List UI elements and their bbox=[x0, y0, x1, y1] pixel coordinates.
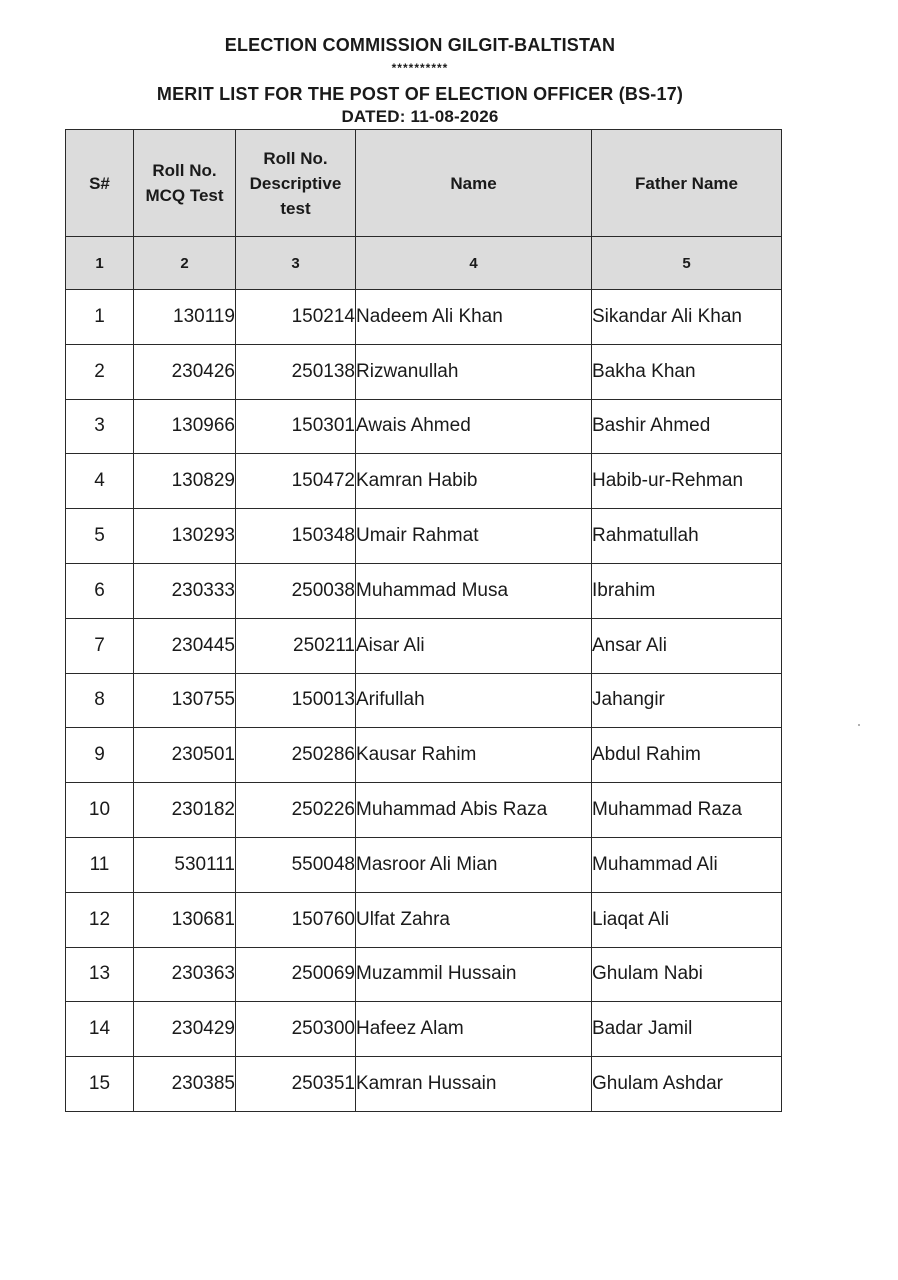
serial-number-cell: 5 bbox=[66, 509, 134, 564]
roll-descriptive-cell: 250038 bbox=[236, 563, 356, 618]
father-name-cell: Ghulam Nabi bbox=[592, 947, 782, 1002]
father-name-cell: Badar Jamil bbox=[592, 1002, 782, 1057]
roll-mcq-cell: 530111 bbox=[134, 837, 236, 892]
header-name: Name bbox=[356, 130, 592, 237]
father-name-cell: Bashir Ahmed bbox=[592, 399, 782, 454]
header-roll-descriptive bbox=[236, 130, 356, 237]
roll-descriptive-cell: 250138 bbox=[236, 344, 356, 399]
roll-mcq-cell: 130829 bbox=[134, 454, 236, 509]
candidate-name-cell: Kamran Habib bbox=[356, 454, 592, 509]
serial-number-cell: 14 bbox=[66, 1002, 134, 1057]
table-row bbox=[66, 344, 782, 399]
roll-mcq-cell: 130119 bbox=[134, 290, 236, 345]
table-row bbox=[66, 837, 782, 892]
header-title: ELECTION COMMISSION GILGIT-BALTISTAN bbox=[224, 35, 616, 55]
candidate-name-cell: Nadeem Ali Khan bbox=[356, 290, 592, 345]
father-name-cell: Muhammad Ali bbox=[592, 837, 782, 892]
candidate-name-cell: Aisar Ali bbox=[356, 618, 592, 673]
father-name-cell: Liaqat Ali bbox=[592, 892, 782, 947]
roll-mcq-cell: 130755 bbox=[134, 673, 236, 728]
candidate-name-cell: Masroor Ali Mian bbox=[356, 837, 592, 892]
candidate-name-cell: Muhammad Musa bbox=[356, 563, 592, 618]
roll-mcq-cell: 230426 bbox=[134, 344, 236, 399]
table-row bbox=[66, 673, 782, 728]
table-row bbox=[66, 618, 782, 673]
roll-mcq-cell: 230182 bbox=[134, 783, 236, 838]
serial-number-cell: 8 bbox=[66, 673, 134, 728]
roll-mcq-cell: 230445 bbox=[134, 618, 236, 673]
table-row bbox=[66, 947, 782, 1002]
father-name-cell: Ibrahim bbox=[592, 563, 782, 618]
serial-number-cell: 4 bbox=[66, 454, 134, 509]
header-roll-desc-line1: Roll No. bbox=[263, 148, 328, 168]
serial-number-cell: 15 bbox=[66, 1057, 134, 1112]
header-roll-desc-line3: test bbox=[280, 198, 311, 218]
header-serial: S# bbox=[66, 130, 134, 237]
header-roll-desc-line2: Descriptive bbox=[249, 173, 342, 193]
header-date: DATED: 11-08-2026 bbox=[341, 107, 499, 126]
table-row bbox=[66, 1057, 782, 1112]
header-roll-mcq-line1: Roll No. bbox=[152, 161, 217, 180]
roll-descriptive-cell: 250300 bbox=[236, 1002, 356, 1057]
column-number: 4 bbox=[356, 237, 592, 290]
serial-number-cell: 1 bbox=[66, 290, 134, 345]
header-father-name: Father Name bbox=[592, 130, 782, 237]
header-roll-mcq bbox=[134, 130, 236, 237]
father-name-cell: Bakha Khan bbox=[592, 344, 782, 399]
serial-number-cell: 11 bbox=[66, 837, 134, 892]
roll-mcq-cell: 230429 bbox=[134, 1002, 236, 1057]
serial-number-cell: 3 bbox=[66, 399, 134, 454]
roll-descriptive-cell: 150472 bbox=[236, 454, 356, 509]
column-number: 3 bbox=[236, 237, 356, 290]
father-name-cell: Sikandar Ali Khan bbox=[592, 290, 782, 345]
serial-number-cell: 9 bbox=[66, 728, 134, 783]
roll-descriptive-cell: 150348 bbox=[236, 509, 356, 564]
father-name-cell: Jahangir bbox=[592, 673, 782, 728]
scan-speck bbox=[858, 724, 860, 726]
column-number-row bbox=[66, 237, 782, 290]
candidate-name-cell: Kausar Rahim bbox=[356, 728, 592, 783]
header-subtitle: MERIT LIST FOR THE POST OF ELECTION OFFICER (BS-17) bbox=[156, 84, 684, 104]
table-row bbox=[66, 399, 782, 454]
table-row bbox=[66, 783, 782, 838]
column-number: 2 bbox=[134, 237, 236, 290]
roll-descriptive-cell: 150760 bbox=[236, 892, 356, 947]
column-number: 5 bbox=[592, 237, 782, 290]
table-row bbox=[66, 454, 782, 509]
candidate-name-cell: Awais Ahmed bbox=[356, 399, 592, 454]
father-name-cell: Muhammad Raza bbox=[592, 783, 782, 838]
roll-descriptive-cell: 250211 bbox=[236, 618, 356, 673]
candidate-name-cell: Hafeez Alam bbox=[356, 1002, 592, 1057]
candidate-name-cell: Muhammad Abis Raza bbox=[356, 783, 592, 838]
father-name-cell: Habib-ur-Rehman bbox=[592, 454, 782, 509]
serial-number-cell: 6 bbox=[66, 563, 134, 618]
table-row bbox=[66, 509, 782, 564]
roll-mcq-cell: 130293 bbox=[134, 509, 236, 564]
father-name-cell: Rahmatullah bbox=[592, 509, 782, 564]
header-roll-mcq-line2: MCQ Test bbox=[145, 186, 224, 205]
roll-descriptive-cell: 150301 bbox=[236, 399, 356, 454]
table-header-row bbox=[66, 130, 782, 237]
candidate-name-cell: Rizwanullah bbox=[356, 344, 592, 399]
table-row bbox=[66, 892, 782, 947]
table-row bbox=[66, 563, 782, 618]
roll-descriptive-cell: 150013 bbox=[236, 673, 356, 728]
serial-number-cell: 2 bbox=[66, 344, 134, 399]
column-number: 1 bbox=[66, 237, 134, 290]
merit-list-table bbox=[65, 129, 782, 1112]
candidate-name-cell: Ulfat Zahra bbox=[356, 892, 592, 947]
candidate-name-cell: Arifullah bbox=[356, 673, 592, 728]
father-name-cell: Abdul Rahim bbox=[592, 728, 782, 783]
roll-descriptive-cell: 550048 bbox=[236, 837, 356, 892]
roll-mcq-cell: 230363 bbox=[134, 947, 236, 1002]
serial-number-cell: 13 bbox=[66, 947, 134, 1002]
candidate-name-cell: Umair Rahmat bbox=[356, 509, 592, 564]
roll-descriptive-cell: 250351 bbox=[236, 1057, 356, 1112]
table-row bbox=[66, 290, 782, 345]
serial-number-cell: 7 bbox=[66, 618, 134, 673]
roll-mcq-cell: 130681 bbox=[134, 892, 236, 947]
candidate-name-cell: Muzammil Hussain bbox=[356, 947, 592, 1002]
candidate-name-cell: Kamran Hussain bbox=[356, 1057, 592, 1112]
serial-number-cell: 12 bbox=[66, 892, 134, 947]
roll-mcq-cell: 130966 bbox=[134, 399, 236, 454]
roll-descriptive-cell: 150214 bbox=[236, 290, 356, 345]
father-name-cell: Ghulam Ashdar bbox=[592, 1057, 782, 1112]
roll-mcq-cell: 230385 bbox=[134, 1057, 236, 1112]
roll-descriptive-cell: 250069 bbox=[236, 947, 356, 1002]
roll-mcq-cell: 230501 bbox=[134, 728, 236, 783]
header-separator: ********** bbox=[391, 61, 449, 75]
roll-descriptive-cell: 250226 bbox=[236, 783, 356, 838]
father-name-cell: Ansar Ali bbox=[592, 618, 782, 673]
roll-descriptive-cell: 250286 bbox=[236, 728, 356, 783]
table-row bbox=[66, 1002, 782, 1057]
table-row bbox=[66, 728, 782, 783]
serial-number-cell: 10 bbox=[66, 783, 134, 838]
roll-mcq-cell: 230333 bbox=[134, 563, 236, 618]
